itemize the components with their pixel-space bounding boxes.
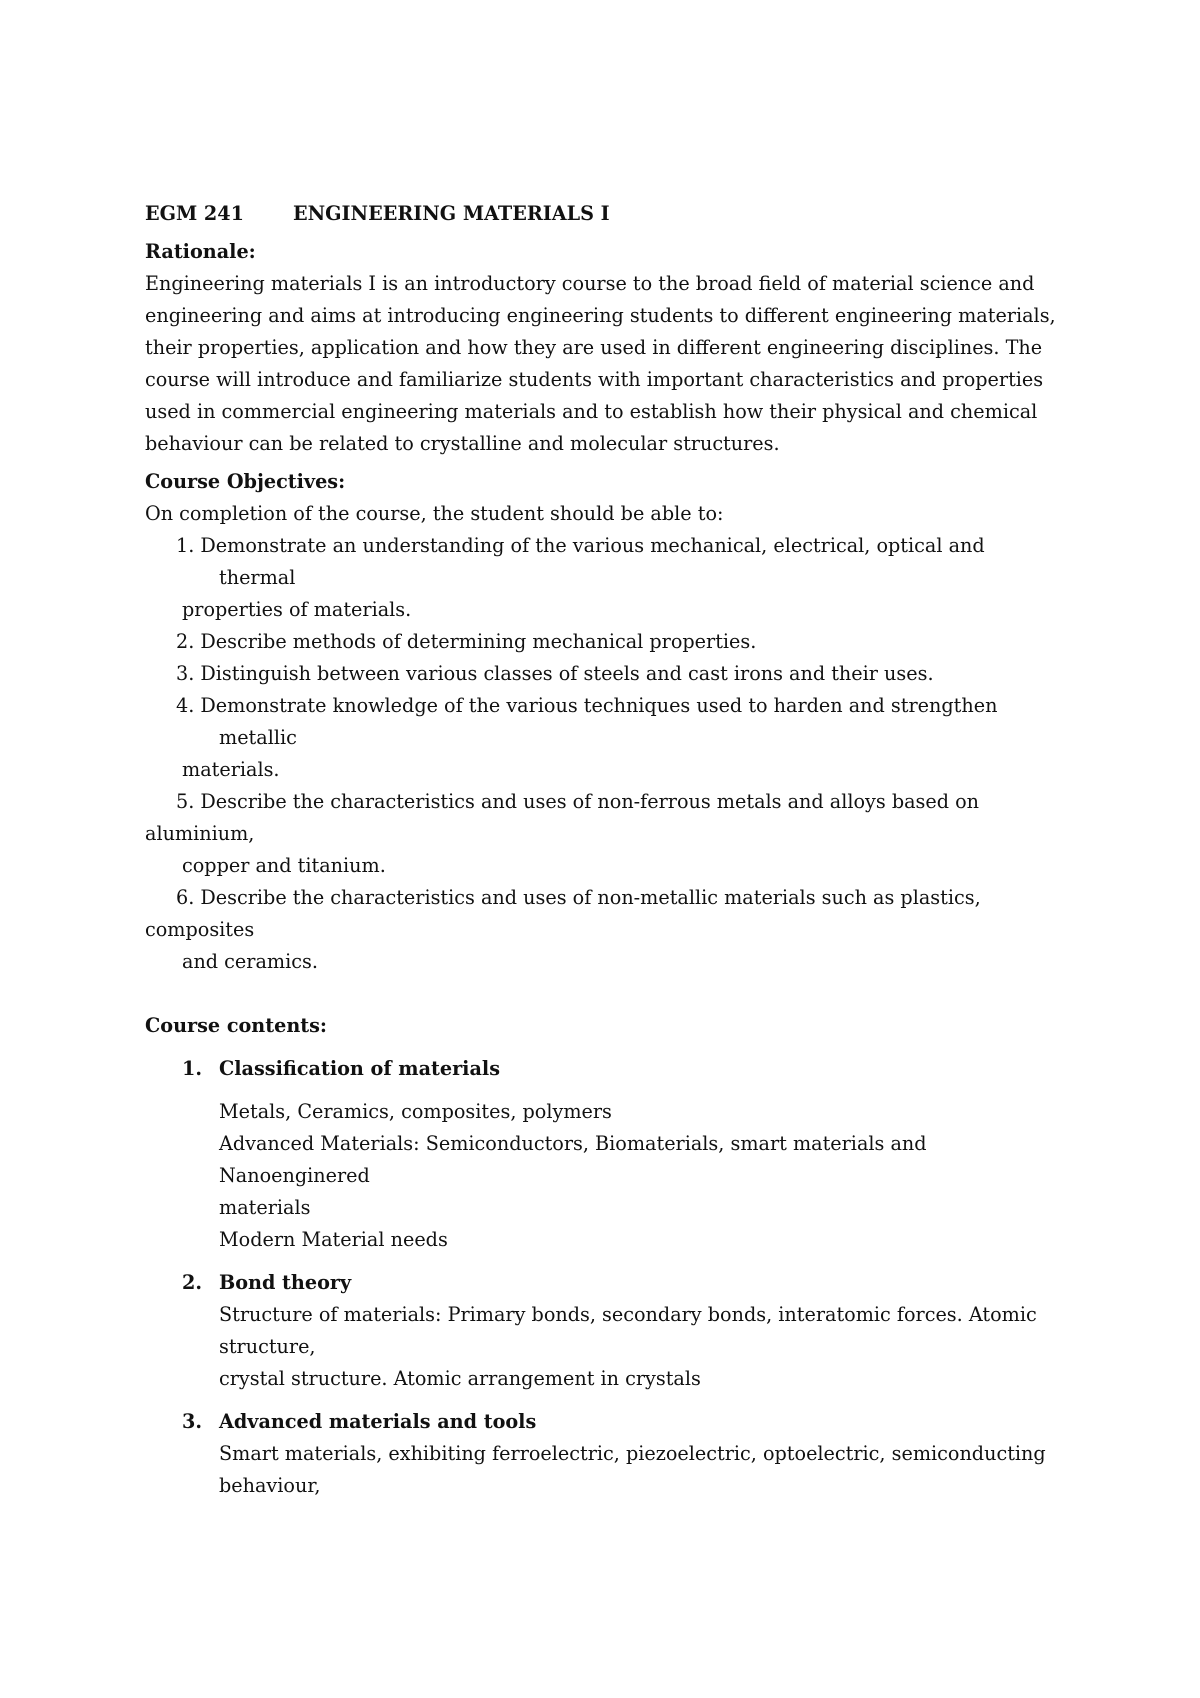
contents-item-line: Advanced Materials: Semiconductors, Biomaterials, smart materials and — [219, 1132, 927, 1155]
contents-item-number: 2. — [182, 1271, 203, 1294]
objective-item: 1. Demonstrate an understanding of the various mechanical, electrical, optical and — [176, 534, 985, 557]
document-page — [145, 198, 1056, 1502]
objective-item: 4. Demonstrate knowledge of the various techniques used to harden and strengthen — [176, 694, 998, 717]
objective-wrap: aluminium, — [145, 822, 255, 845]
contents-item-title: Bond theory — [219, 1271, 352, 1294]
objective-wrap: thermal — [219, 566, 296, 589]
rationale-body — [145, 268, 1056, 460]
objectives-heading: Course Objectives: — [145, 470, 346, 493]
objective-cont: and ceramics. — [182, 950, 318, 973]
contents-item-title: Advanced materials and tools — [219, 1410, 537, 1433]
contents-item-line: Modern Material needs — [219, 1228, 448, 1251]
contents-item-line: structure, — [219, 1335, 316, 1358]
objective-item: 5. Describe the characteristics and uses of non-ferrous metals and alloys based on — [176, 790, 980, 813]
contents-heading: Course contents: — [145, 1014, 328, 1037]
contents-item — [145, 1406, 1045, 1502]
objective-item: 2. Describe methods of determining mechanical properties. — [176, 630, 757, 653]
course-code: EGM 241 — [145, 202, 244, 225]
rationale-line: course will introduce and familiarize students with important characteristics and properties — [145, 368, 1044, 391]
course-title: ENGINEERING MATERIALS I — [293, 202, 610, 225]
contents-item-title: Classification of materials — [219, 1057, 500, 1080]
objectives-list — [145, 530, 1045, 978]
objective-cont: properties of materials. — [182, 598, 412, 621]
objective-cont: materials. — [182, 758, 280, 781]
contents-item-line: crystal structure. Atomic arrangement in crystals — [219, 1367, 701, 1390]
rationale-line: used in commercial engineering materials and to establish how their physical and chemical — [145, 400, 1038, 423]
rationale-line: their properties, application and how they are used in different engineering disciplines. The — [145, 336, 1043, 359]
contents-item-line: materials — [219, 1196, 311, 1219]
objective-wrap: composites — [145, 918, 255, 941]
contents-item-line: Nanoenginered — [219, 1164, 370, 1187]
objectives-intro: On completion of the course, the student should be able to: — [145, 502, 724, 525]
rationale-heading: Rationale: — [145, 240, 256, 263]
objective-item: 3. Distinguish between various classes of steels and cast irons and their uses. — [176, 662, 934, 685]
objective-cont: copper and titanium. — [182, 854, 386, 877]
objective-item: 6. Describe the characteristics and uses of non-metallic materials such as plastics, — [176, 886, 981, 909]
rationale-line: engineering and aims at introducing engineering students to different engineering materials, — [145, 304, 1056, 327]
rationale-line: Engineering materials I is an introductory course to the broad field of material science and — [145, 272, 1035, 295]
contents-item-number: 1. — [182, 1057, 203, 1080]
contents-item — [145, 1053, 1045, 1256]
objective-wrap: metallic — [219, 726, 297, 749]
contents-item — [145, 1267, 1045, 1395]
contents-item-line: Structure of materials: Primary bonds, secondary bonds, interatomic forces. Atomic — [219, 1303, 1037, 1326]
contents-item-number: 3. — [182, 1410, 203, 1433]
contents-item-line: behaviour, — [219, 1474, 321, 1497]
course-heading — [145, 198, 1045, 230]
contents-item-line: Metals, Ceramics, composites, polymers — [219, 1100, 612, 1123]
contents-item-line: Smart materials, exhibiting ferroelectric, piezoelectric, optoelectric, semiconducting — [219, 1442, 1046, 1465]
rationale-line: behaviour can be related to crystalline and molecular structures. — [145, 432, 780, 455]
